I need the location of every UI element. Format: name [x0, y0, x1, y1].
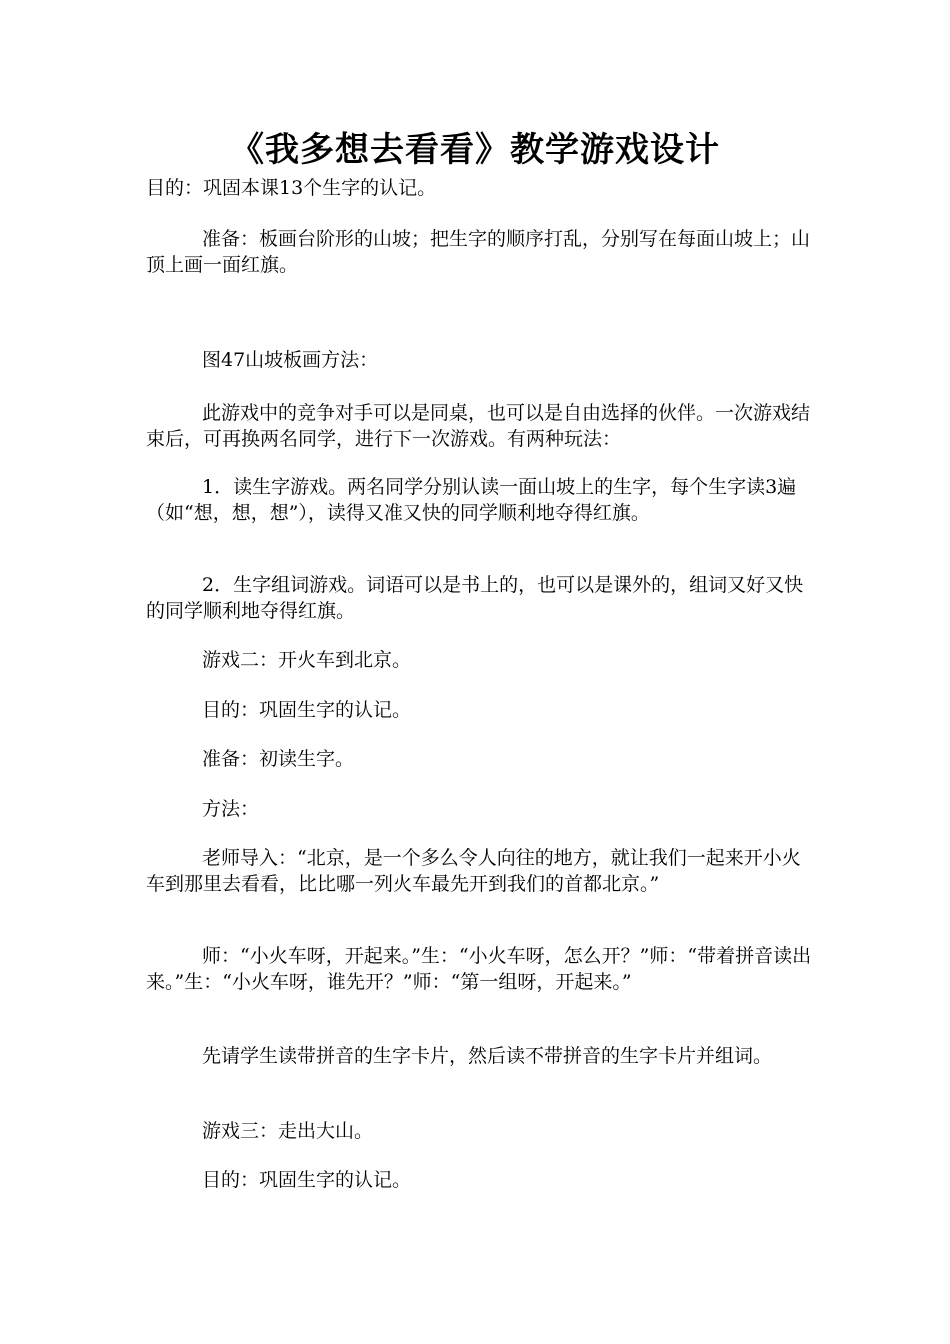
paragraph-method-2: 2．生字组词游戏。词语可以是书上的，也可以是课外的，组词又好又快的同学顺利地夺得红旗。 — [146, 574, 804, 622]
paragraph-card-reading: 先请学生读带拼音的生字卡片，然后读不带拼音的生字卡片并组词。 — [202, 1045, 773, 1067]
paragraph-figure-caption: 图47山坡板画方法： — [202, 349, 379, 371]
paragraph-game-two-preparation: 准备：初读生字。 — [202, 748, 355, 770]
paragraph-game-two: 游戏二：开火车到北京。 — [202, 649, 412, 671]
paragraph-game-three-purpose: 目的：巩固生字的认记。 — [202, 1169, 412, 1191]
paragraph-purpose: 目的：巩固本课13个生字的认记。 — [146, 177, 437, 199]
paragraph-method-heading: 方法： — [202, 798, 260, 820]
paragraph-dialogue: 师：“小火车呀，开起来。”生：“小火车呀，怎么开？”师：“带着拼音读出来。”生：“小火车呀，谁先开？”师：“第一组呀，开起来。” — [146, 945, 812, 993]
paragraph-method-1: 1．读生字游戏。两名同学分别认读一面山坡上的生字，每个生字读3遍（如“想，想，想”），读得又准又快的同学顺利地夺得红旗。 — [146, 476, 797, 524]
paragraph-teacher-intro: 老师导入：“北京，是一个多么令人向往的地方，就让我们一起来开小火车到那里去看看，比比哪一列火车最先开到我们的首都北京。” — [146, 847, 801, 895]
paragraph-game-three: 游戏三：走出大山。 — [202, 1120, 374, 1142]
paragraph-preparation: 准备：板画台阶形的山坡；把生字的顺序打乱，分别写在每面山坡上；山顶上画一面红旗。 — [146, 228, 811, 276]
paragraph-competitors: 此游戏中的竞争对手可以是同桌，也可以是自由选择的伙伴。一次游戏结束后，可再换两名同学，进行下一次游戏。有两种玩法： — [146, 402, 811, 450]
paragraph-game-two-purpose: 目的：巩固生字的认记。 — [202, 699, 412, 721]
document-title: 《我多想去看看》教学游戏设计 — [230, 130, 720, 170]
